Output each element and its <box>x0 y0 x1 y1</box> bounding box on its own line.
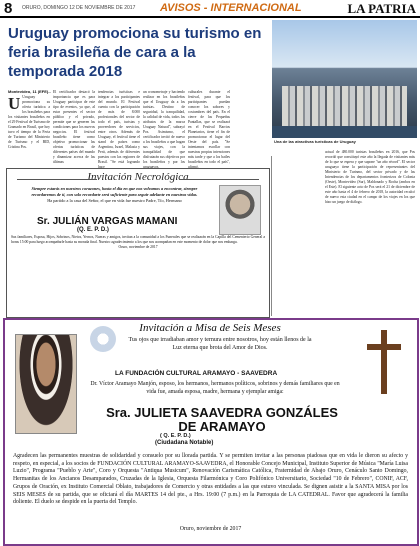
mass-invitation-box <box>3 318 419 546</box>
mass-closing: Oruro, noviembre de 2017 <box>179 526 242 532</box>
obituary-box <box>6 168 270 318</box>
obituary-title: Invitación Necrológica <box>7 171 269 183</box>
section-title: AVISOS - INTERNACIONAL <box>160 2 302 14</box>
header-date: ORURO, DOMINGO 12 DE NOVIEMBRE DE 2017 <box>22 5 136 11</box>
mass-body: Agradecen las permanentes muestras de solidaridad y consuelo por su llorada partida. Y se permiten invitar a las personas piadosas que en vida le dieron su afecto y respeto, en especial, a los socios de FUNDACIÓN CULTURAL ARAMAYO-SAAVEDRA, el Honorable Concejo Municipal, Instituto Superior de Música "María Luisa Luzio", Programa "Pueblo y Arte", Coro y Orquesta "Antiqua Musicum", Renovación Carismática Católica, Fraternidad de Abajo Oruro, Cenáculo Santo Domingo, Hermanitas de los Ancianos Desamparados, Cruzadas de la Iglesia, Orquesta Filarmónica y Coro Polifónico Universitario, Sociedad "10 de Febrero", CONIF, ACF, Grupos de Oración, ex Instituto Comercial Oblato, trabajadores de Comercio y otras entidades a las que estuvo vinculada. Se dignen asistir a la SANTA MISA por los SEIS MESES de su partida, que se oficiará el día MARTES 14 del pte., a Hrs. 19:00 (7 p.m.) en la Parroquia de LA CATEDRAL. Favor que agradecerá la familia doliente. El duelo se despide en la puerta del Templo. <box>13 453 409 506</box>
article-column-6a <box>233 90 268 165</box>
masthead: LA PATRIA <box>347 1 416 16</box>
deceased-name: Sra. JULIETA SAAVEDRA GONZÁLES DE ARAMAYO <box>106 405 338 435</box>
article-photo <box>272 20 417 138</box>
cross-icon <box>359 330 409 394</box>
article-column-5b <box>275 150 320 315</box>
byline: Montevideo, 11 (EFE).- <box>8 89 51 94</box>
mass-title: Invitación a Misa de Seis Meses <box>139 322 281 334</box>
dove-icon <box>90 326 116 352</box>
family-text: Dr. Víctor Aramayo Manjón, esposo, los hermanos, hermanos políticos, sobrinos y demás familiares que en vida fue, amada esposa, madre, hermana y ejemplar amiga: <box>90 381 340 396</box>
mass-poem: Tus ojos que irradiaban amor y ternura entre nosotros, hoy están llenos de la Luz eterna que brota del Amor de Dios. <box>128 337 312 352</box>
article-column-6: actual de 480.000 turistas brasileños en 2016, que Pos recordó que constituyó este año la llegada de visitantes más de lo que se espera y que supone "un año récord". El sector uruguayo tiene la participación de representantes del Ministerio de Turismo, del sector privado y de las Intendencias de los departamentos fronterizos de Colonia (Oeste), Montevideo (Sur), Maldonado y Rocha (ambos en el Este). El siguiente acto de Pos será el 21 de diciembre de este año hasta el 4 de febrero de 2018, la autoridad recalcó de nuevo esta ciudad en el campo de los viajes en los que hizo un juego de diálogo. <box>325 150 415 204</box>
deceased-portrait <box>15 334 77 434</box>
column-divider <box>271 156 272 316</box>
article-column-3: tendencias turísticas e integrar a los participantes del mundo. El Festival cuenta con la participación de más de 8.000 profesionales del sector de todo el país, turistas y proveedores de servicios, entre otros. Además de Uruguay, el festival tiene el stand de países como Argentina, Israel, Malasia y Perú, además de diferentes puestos con las regiones de Brasil. "Se está logrando hace <box>98 90 140 169</box>
mass-qepd: ( Q. E. P. D.) <box>160 433 191 439</box>
article-headline: Uruguay promociona su turismo en feria brasileña de cara a la temporada 2018 <box>8 25 262 81</box>
article-column-2: El certificador destacó la importancia que es para Uruguay participar de este tipo de eventos, ya que, al estar presentes el sector público y el privado, permite que se generen las condiciones para los nuevos negocios. El festival brasileño tiene como objetivo promocionar las ofertas turísticas de diferentes países del mundo y dinamizar acerca de las últimas <box>53 90 95 164</box>
deceased-title: (Ciudadana Notable) <box>155 440 214 446</box>
foundation-name: LA FUNDACIÓN CULTURAL ARAMAYO - SAAVEDRA <box>115 370 278 377</box>
obituary-qepd: (Q. E. P. D.) <box>77 227 109 233</box>
page-header <box>0 0 420 18</box>
article-column-5: culturales durante el festival, para que los participantes puedan conocer los sabores y costumbres del país. En el cierre de las Pequeñas Pantallas, que se realizará en el Festival Barrios Planetarios, tiene el fin de promocionar el lugar del Oeste del país. "Se intentamos escollar con nuestras propias intenciones más tarde y que a los bailes brasileños en todo el país", afirmó. <box>188 90 230 169</box>
deceased-portrait <box>219 185 261 235</box>
deceased-name: Sr. JULIÁN VARGAS MAMANI <box>37 216 178 227</box>
obituary-body: Sus familiares, Esposa, Hijos, Sobrinos, Nietos, Yernos, Nueras y amigos, invitan a la comunidad a los Funerales que se realizarán en la Capilla del Cementerio General a horas 15:00 para luego acompañarle hasta su morada final. Nuestro agradecimiento a los que nos acompañan en este momento de dolor que nos embarga. Oruro, noviembre de 2017 <box>11 235 265 249</box>
article-column-1: U Uruguay promociona su oferta turística a los brasileños para los visitantes brasileños en el 29 Festival de Turismo de Gramado en Brasil, que hoy tuvo el tiempo de la Feria de Turismo del Ministerio de Turismo y el BID, Cristina Pos. <box>8 94 50 149</box>
obituary-intro: Siempre estarás en nuestros corazones, hasta el día en que nos volvamos a encontrar, siempre recordaremos de ti, con solo recordarte será suficiente para seguir adelante en nuestras vidas. Ha partido a la casa del Señor, el que en vida fue nuestro Padre, Tío, Hermano <box>31 186 198 204</box>
article-column-4: un cronometraje y haciendo realizar en los brasileños que el Uruguay da a los turistas. Destino de seguridad, la tranquilidad, la calidad de vida, todos los atributos de la marca Uruguay Natural", subrayó Pos. Asimismo, el certificador invitó de nuevo a los brasileños a que hagan sus viajes, con la tranquilidad de que disfrutarán sus objetivos por los brasileños y por los uruguayos. <box>143 90 185 169</box>
page-number: 8 <box>4 0 13 17</box>
photo-caption: Una de las atractivas turísticas de Uruguay <box>274 139 356 144</box>
